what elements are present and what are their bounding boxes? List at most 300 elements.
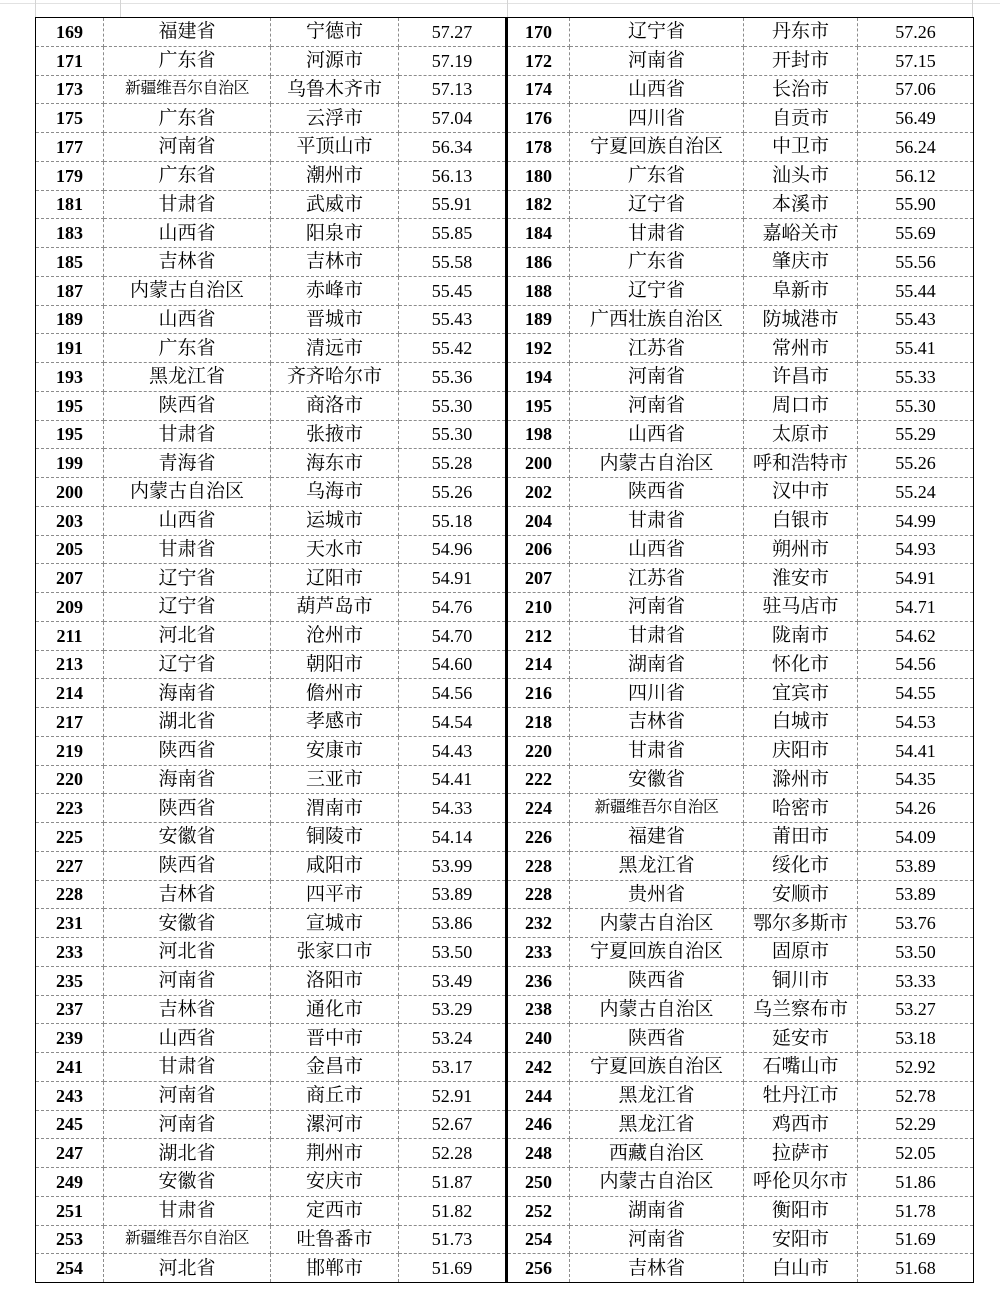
left-province-cell: 广东省 — [104, 46, 271, 75]
left-city-cell: 清远市 — [271, 334, 399, 363]
table-row — [36, 75, 974, 104]
left-rank-cell: 200 — [36, 478, 104, 507]
right-rank-cell: 238 — [507, 995, 570, 1024]
right-province-cell: 河南省 — [570, 1225, 744, 1254]
right-rank-cell: 218 — [507, 708, 570, 737]
left-score-cell: 55.43 — [399, 305, 507, 334]
right-score-cell: 57.06 — [858, 75, 974, 104]
right-score-cell: 55.30 — [858, 391, 974, 420]
left-rank-cell: 253 — [36, 1225, 104, 1254]
left-province-cell: 内蒙古自治区 — [104, 276, 271, 305]
right-score-cell: 51.68 — [895, 1258, 936, 1279]
right-province-cell: 黑龙江省 — [570, 851, 744, 880]
right-province-cell: 甘肃省 — [570, 736, 744, 765]
right-score-cell: 54.91 — [858, 564, 974, 593]
left-province-cell: 湖北省 — [104, 708, 271, 737]
right-province-cell: 陕西省 — [570, 1024, 744, 1053]
right-province-cell: 广西壮族自治区 — [570, 305, 744, 334]
table-row — [36, 593, 974, 622]
right-city-cell: 防城港市 — [744, 305, 858, 334]
right-rank-cell: 200 — [507, 449, 570, 478]
right-rank-cell: 172 — [507, 46, 570, 75]
right-score-cell: 56.12 — [858, 161, 974, 190]
left-score-cell: 55.42 — [399, 334, 507, 363]
table-row — [36, 219, 974, 248]
right-rank-cell: 256 — [507, 1254, 570, 1283]
left-city-cell: 安庆市 — [271, 1168, 399, 1197]
left-score-cell: 57.04 — [399, 104, 507, 133]
right-score-cell: 55.69 — [858, 219, 974, 248]
left-province-cell: 广东省 — [104, 334, 271, 363]
right-score-cell: 53.50 — [858, 938, 974, 967]
right-province-cell: 广东省 — [570, 248, 744, 277]
left-city-cell: 儋州市 — [271, 679, 399, 708]
left-rank-cell: 187 — [36, 276, 104, 305]
right-province-cell: 宁夏回族自治区 — [570, 938, 744, 967]
table-row — [36, 1024, 974, 1053]
left-city-cell: 洛阳市 — [271, 966, 399, 995]
right-score-cell: 52.05 — [858, 1139, 974, 1168]
left-rank-cell: 217 — [36, 708, 104, 737]
left-rank-cell: 245 — [36, 1110, 104, 1139]
table-row — [36, 535, 974, 564]
right-rank-cell: 207 — [507, 564, 570, 593]
left-city-cell: 乌鲁木齐市 — [271, 75, 399, 104]
table-row — [36, 1225, 974, 1254]
left-city-cell: 赤峰市 — [271, 276, 399, 305]
right-city-cell: 太原市 — [744, 420, 858, 449]
right-city-cell: 开封市 — [744, 46, 858, 75]
left-rank-cell: 247 — [36, 1139, 104, 1168]
right-score-cell: 54.26 — [858, 794, 974, 823]
left-rank-cell: 223 — [36, 794, 104, 823]
right-rank-cell: 216 — [507, 679, 570, 708]
right-city-cell: 朔州市 — [744, 535, 858, 564]
left-score-cell: 53.17 — [399, 1053, 507, 1082]
left-score-cell: 54.43 — [399, 736, 507, 765]
left-rank-cell: 231 — [36, 909, 104, 938]
right-province-cell: 陕西省 — [570, 966, 744, 995]
left-province-cell: 河南省 — [104, 1081, 271, 1110]
left-province-cell: 青海省 — [104, 449, 271, 478]
left-rank-cell: 235 — [36, 966, 104, 995]
right-city-cell: 汉中市 — [744, 478, 858, 507]
left-province-cell: 新疆维吾尔自治区 — [104, 75, 271, 104]
right-rank-cell: 232 — [507, 909, 570, 938]
left-city-cell: 沧州市 — [271, 621, 399, 650]
left-rank-cell: 213 — [36, 650, 104, 679]
left-city-cell: 河源市 — [271, 46, 399, 75]
left-rank-cell: 249 — [36, 1168, 104, 1197]
right-province-cell: 内蒙古自治区 — [570, 449, 744, 478]
right-city-cell: 长治市 — [744, 75, 858, 104]
left-province-cell: 广东省 — [104, 104, 271, 133]
right-province-cell: 河南省 — [570, 593, 744, 622]
left-city-cell: 孝感市 — [271, 708, 399, 737]
right-score-cell: 54.99 — [858, 506, 974, 535]
left-rank-cell: 183 — [36, 219, 104, 248]
right-city-cell: 固原市 — [744, 938, 858, 967]
right-rank-cell: 210 — [507, 593, 570, 622]
sheet-gridline — [35, 0, 36, 17]
right-rank-cell: 224 — [507, 794, 570, 823]
right-province-cell: 江苏省 — [570, 564, 744, 593]
table-row — [36, 449, 974, 478]
right-province-cell: 内蒙古自治区 — [570, 909, 744, 938]
right-province-cell: 甘肃省 — [570, 506, 744, 535]
right-province-cell: 新疆维吾尔自治区 — [570, 794, 744, 823]
sheet-gridline — [972, 0, 973, 17]
right-city-cell: 中卫市 — [744, 133, 858, 162]
right-city-cell: 莆田市 — [744, 823, 858, 852]
right-city-cell: 乌兰察布市 — [744, 995, 858, 1024]
right-rank-cell: 212 — [507, 621, 570, 650]
left-city-cell: 晋中市 — [271, 1024, 399, 1053]
left-score-cell: 53.50 — [399, 938, 507, 967]
right-rank-cell: 254 — [507, 1225, 570, 1254]
right-score-cell: 54.93 — [858, 535, 974, 564]
left-city-cell: 葫芦岛市 — [271, 593, 399, 622]
right-province-cell: 辽宁省 — [570, 18, 744, 47]
right-score-cell: 54.41 — [858, 736, 974, 765]
right-city-cell: 滁州市 — [744, 765, 858, 794]
right-score-cell: 52.29 — [858, 1110, 974, 1139]
right-rank-cell: 192 — [507, 334, 570, 363]
right-province-cell: 吉林省 — [570, 708, 744, 737]
left-rank-cell: 220 — [36, 765, 104, 794]
left-score-cell: 54.91 — [399, 564, 507, 593]
right-province-cell: 宁夏回族自治区 — [570, 1053, 744, 1082]
right-rank-cell: 246 — [507, 1110, 570, 1139]
left-score-cell: 53.24 — [399, 1024, 507, 1053]
right-city-cell: 怀化市 — [744, 650, 858, 679]
table-row — [36, 938, 974, 967]
left-city-cell: 天水市 — [271, 535, 399, 564]
right-province-cell: 贵州省 — [570, 880, 744, 909]
right-score-cell: 57.15 — [858, 46, 974, 75]
sheet-gridline — [507, 0, 508, 17]
left-score-cell: 53.99 — [399, 851, 507, 880]
left-province-cell: 河南省 — [104, 133, 271, 162]
right-city-cell: 呼伦贝尔市 — [744, 1168, 858, 1197]
left-score-cell: 51.69 — [399, 1254, 507, 1283]
table-row — [36, 966, 974, 995]
left-city-cell: 通化市 — [271, 995, 399, 1024]
right-province-cell: 福建省 — [570, 823, 744, 852]
right-city-cell: 本溪市 — [744, 190, 858, 219]
right-rank-cell: 178 — [507, 133, 570, 162]
right-city-cell: 宜宾市 — [744, 679, 858, 708]
left-score-cell: 54.56 — [399, 679, 507, 708]
left-rank-cell: 171 — [36, 46, 104, 75]
left-score-cell: 55.36 — [399, 363, 507, 392]
right-score-cell: 53.89 — [858, 880, 974, 909]
left-score-cell: 51.87 — [399, 1168, 507, 1197]
right-city-cell: 阜新市 — [744, 276, 858, 305]
right-province-cell: 甘肃省 — [570, 621, 744, 650]
right-score-cell: 54.55 — [858, 679, 974, 708]
right-city-cell: 延安市 — [744, 1024, 858, 1053]
left-city-cell: 宣城市 — [271, 909, 399, 938]
left-province-cell: 辽宁省 — [104, 650, 271, 679]
table-row — [36, 851, 974, 880]
right-score-cell: 55.33 — [858, 363, 974, 392]
left-rank-cell: 191 — [36, 334, 104, 363]
left-city-cell: 晋城市 — [271, 305, 399, 334]
right-score-cell: 56.49 — [858, 104, 974, 133]
right-score-cell: 57.26 — [858, 18, 974, 47]
right-score-cell: 54.71 — [858, 593, 974, 622]
left-rank-cell: 227 — [36, 851, 104, 880]
right-province-cell: 陕西省 — [570, 478, 744, 507]
left-score-cell: 55.91 — [399, 190, 507, 219]
right-city-cell: 陇南市 — [744, 621, 858, 650]
left-score-cell: 53.86 — [399, 909, 507, 938]
left-rank-cell: 214 — [36, 679, 104, 708]
right-city-cell: 鄂尔多斯市 — [744, 909, 858, 938]
table-row — [36, 46, 974, 75]
left-province-cell: 山西省 — [104, 1024, 271, 1053]
right-score-cell: 55.56 — [858, 248, 974, 277]
left-rank-cell: 233 — [36, 938, 104, 967]
right-province-cell: 内蒙古自治区 — [570, 995, 744, 1024]
left-province-cell: 甘肃省 — [104, 535, 271, 564]
right-rank-cell: 186 — [507, 248, 570, 277]
left-score-cell: 53.49 — [399, 966, 507, 995]
left-city-cell: 三亚市 — [271, 765, 399, 794]
left-score-cell: 55.45 — [399, 276, 507, 305]
table-row — [36, 1196, 974, 1225]
left-score-cell: 53.89 — [399, 880, 507, 909]
left-rank-cell: 173 — [36, 75, 104, 104]
left-province-cell: 山西省 — [104, 305, 271, 334]
left-city-cell: 张家口市 — [271, 938, 399, 967]
table-row — [36, 478, 974, 507]
right-rank-cell: 240 — [507, 1024, 570, 1053]
left-rank-cell: 189 — [36, 305, 104, 334]
table-row — [36, 391, 974, 420]
left-rank-cell: 169 — [36, 18, 104, 47]
table-row — [36, 621, 974, 650]
right-city-cell: 安顺市 — [744, 880, 858, 909]
table-row — [36, 104, 974, 133]
right-score-cell: 52.78 — [858, 1081, 974, 1110]
left-rank-cell: 193 — [36, 363, 104, 392]
right-province-cell: 湖南省 — [570, 650, 744, 679]
table-row — [36, 995, 974, 1024]
left-province-cell: 甘肃省 — [104, 190, 271, 219]
left-city-cell: 定西市 — [271, 1196, 399, 1225]
left-score-cell: 56.13 — [399, 161, 507, 190]
left-province-cell: 湖北省 — [104, 1139, 271, 1168]
left-city-cell: 铜陵市 — [271, 823, 399, 852]
sheet-gridline — [0, 3, 1000, 4]
sheet-gridline — [120, 0, 121, 17]
left-province-cell: 河南省 — [104, 966, 271, 995]
left-province-cell: 甘肃省 — [104, 420, 271, 449]
left-province-cell: 海南省 — [104, 679, 271, 708]
right-city-cell: 拉萨市 — [744, 1139, 858, 1168]
left-rank-cell: 239 — [36, 1024, 104, 1053]
left-city-cell: 辽阳市 — [271, 564, 399, 593]
left-province-cell: 辽宁省 — [104, 593, 271, 622]
left-province-cell: 陕西省 — [104, 851, 271, 880]
left-score-cell: 54.76 — [399, 593, 507, 622]
right-score-cell: 55.26 — [858, 449, 974, 478]
right-province-cell: 山西省 — [570, 535, 744, 564]
left-province-cell: 海南省 — [104, 765, 271, 794]
right-score-cell: 53.27 — [858, 995, 974, 1024]
right-score-cell: 54.53 — [858, 708, 974, 737]
right-province-cell: 河南省 — [570, 46, 744, 75]
left-province-cell: 甘肃省 — [104, 1196, 271, 1225]
right-province-cell: 甘肃省 — [570, 219, 744, 248]
right-city-cell: 许昌市 — [744, 363, 858, 392]
table-row — [36, 1081, 974, 1110]
right-score-cell: 55.44 — [858, 276, 974, 305]
right-province-cell: 江苏省 — [570, 334, 744, 363]
left-city-cell: 海东市 — [271, 449, 399, 478]
left-province-cell: 吉林省 — [104, 880, 271, 909]
right-score-cell: 54.62 — [858, 621, 974, 650]
left-score-cell: 54.54 — [399, 708, 507, 737]
left-city-cell: 邯郸市 — [271, 1254, 399, 1283]
right-score-cell: 55.90 — [858, 190, 974, 219]
right-score-cell: 55.43 — [858, 305, 974, 334]
right-city-cell: 鸡西市 — [744, 1110, 858, 1139]
table-row — [36, 564, 974, 593]
right-rank-cell: 180 — [507, 161, 570, 190]
right-score-cell: 54.56 — [858, 650, 974, 679]
left-rank-cell: 195 — [36, 420, 104, 449]
left-score-cell: 55.30 — [399, 420, 507, 449]
left-rank-cell: 225 — [36, 823, 104, 852]
table-row — [36, 736, 974, 765]
left-rank-cell: 203 — [36, 506, 104, 535]
left-city-cell: 乌海市 — [271, 478, 399, 507]
table-row — [36, 1110, 974, 1139]
left-score-cell: 55.26 — [399, 478, 507, 507]
right-city-cell: 白城市 — [744, 708, 858, 737]
right-rank-cell: 228 — [507, 880, 570, 909]
left-score-cell: 54.14 — [399, 823, 507, 852]
left-rank-cell: 177 — [36, 133, 104, 162]
right-score-cell: 55.24 — [858, 478, 974, 507]
right-province-cell: 四川省 — [570, 679, 744, 708]
left-rank-cell: 219 — [36, 736, 104, 765]
left-score-cell: 53.29 — [399, 995, 507, 1024]
left-province-cell: 吉林省 — [104, 248, 271, 277]
left-score-cell: 55.58 — [399, 248, 507, 277]
left-city-cell: 吐鲁番市 — [271, 1225, 399, 1254]
right-rank-cell: 250 — [507, 1168, 570, 1197]
city-ranking-table — [35, 17, 974, 1283]
left-city-cell: 朝阳市 — [271, 650, 399, 679]
left-rank-cell: 199 — [36, 449, 104, 478]
left-score-cell: 55.85 — [399, 219, 507, 248]
left-province-cell: 山西省 — [104, 506, 271, 535]
right-score-cell: 53.18 — [858, 1024, 974, 1053]
left-city-cell: 四平市 — [271, 880, 399, 909]
right-city-cell: 白山市 — [744, 1254, 858, 1283]
table-row — [36, 305, 974, 334]
left-province-cell: 福建省 — [104, 18, 271, 47]
table-row — [36, 823, 974, 852]
left-province-cell: 广东省 — [104, 161, 271, 190]
left-province-cell: 安徽省 — [104, 823, 271, 852]
left-score-cell: 57.13 — [399, 75, 507, 104]
left-score-cell: 56.34 — [399, 133, 507, 162]
right-city-cell: 淮安市 — [744, 564, 858, 593]
left-province-cell: 黑龙江省 — [104, 363, 271, 392]
right-city-cell: 白银市 — [744, 506, 858, 535]
table-row — [36, 909, 974, 938]
right-rank-cell: 202 — [507, 478, 570, 507]
table-row — [36, 708, 974, 737]
table-row — [36, 506, 974, 535]
right-city-cell: 铜川市 — [744, 966, 858, 995]
left-rank-cell: 185 — [36, 248, 104, 277]
right-rank-cell: 204 — [507, 506, 570, 535]
left-province-cell: 安徽省 — [104, 1168, 271, 1197]
right-rank-cell: 222 — [507, 765, 570, 794]
left-province-cell: 内蒙古自治区 — [104, 478, 271, 507]
right-rank-cell: 242 — [507, 1053, 570, 1082]
right-rank-cell: 233 — [507, 938, 570, 967]
left-province-cell: 陕西省 — [104, 736, 271, 765]
table-row — [36, 161, 974, 190]
left-score-cell: 51.82 — [399, 1196, 507, 1225]
left-rank-cell: 195 — [36, 391, 104, 420]
right-province-cell: 湖南省 — [570, 1196, 744, 1225]
right-city-cell: 周口市 — [744, 391, 858, 420]
table-row — [36, 1139, 974, 1168]
right-city-cell: 自贡市 — [744, 104, 858, 133]
left-score-cell: 54.60 — [399, 650, 507, 679]
right-province-cell: 广东省 — [570, 161, 744, 190]
right-score-cell: 53.89 — [858, 851, 974, 880]
table-row — [36, 679, 974, 708]
right-rank-cell: 182 — [507, 190, 570, 219]
table-row — [36, 363, 974, 392]
table-row — [36, 18, 974, 47]
right-province-cell: 山西省 — [570, 420, 744, 449]
left-city-cell: 荆州市 — [271, 1139, 399, 1168]
left-province-cell: 山西省 — [104, 219, 271, 248]
right-score-cell: 54.09 — [858, 823, 974, 852]
table-row — [36, 420, 974, 449]
right-rank-cell: 188 — [507, 276, 570, 305]
table-row — [36, 794, 974, 823]
right-city-cell: 牡丹江市 — [744, 1081, 858, 1110]
right-score-cell: 51.78 — [858, 1196, 974, 1225]
left-city-cell: 张掖市 — [271, 420, 399, 449]
table-row — [36, 1254, 974, 1283]
right-score-cell: 56.24 — [858, 133, 974, 162]
table-row — [36, 765, 974, 794]
right-city-cell: 绥化市 — [744, 851, 858, 880]
right-rank-cell: 252 — [507, 1196, 570, 1225]
left-score-cell: 55.28 — [399, 449, 507, 478]
right-rank-cell: 214 — [507, 650, 570, 679]
left-city-cell: 吉林市 — [271, 248, 399, 277]
right-score-cell: 55.29 — [858, 420, 974, 449]
ranking-table-body — [36, 18, 974, 1283]
left-city-cell: 运城市 — [271, 506, 399, 535]
right-rank-cell: 226 — [507, 823, 570, 852]
left-score-cell: 52.28 — [399, 1139, 507, 1168]
right-score-cell: 51.69 — [858, 1225, 974, 1254]
